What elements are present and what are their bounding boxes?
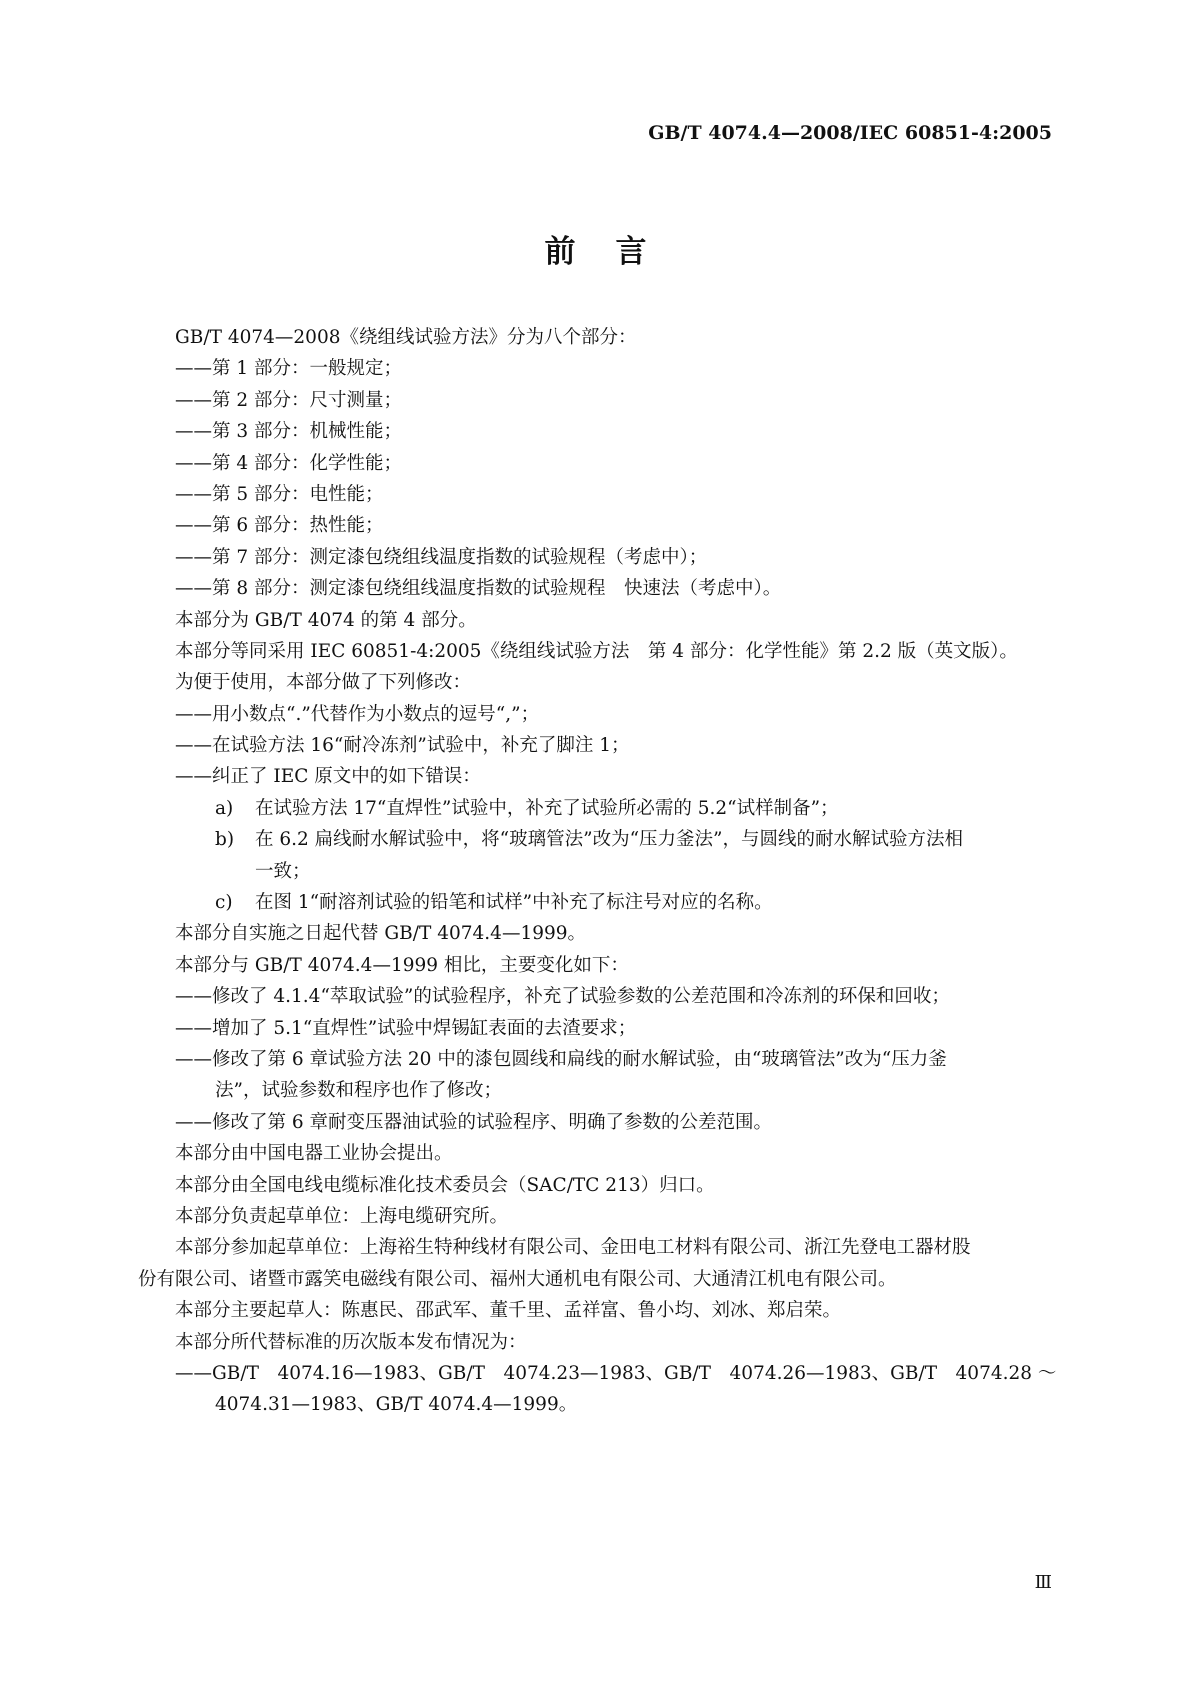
text-line: [138, 699, 1053, 730]
line-text: 本部分参加起草单位：上海裕生特种线材有限公司、金田电工材料有限公司、浙江先登电工器材股: [175, 1237, 971, 1259]
text-line: [138, 1264, 1053, 1295]
list-item-label: b): [215, 829, 235, 851]
line-text: 本部分负责起草单位：上海电缆研究所。: [175, 1205, 509, 1227]
text-line: [138, 981, 1053, 1012]
line-text: 法”，试验参数和程序也作了修改；: [215, 1080, 502, 1102]
foreword-body: [138, 322, 1057, 1421]
text-line: [138, 1295, 1053, 1326]
list-item-label: a): [215, 797, 234, 819]
line-text: 本部分主要起草人：陈惠民、邵武军、董千里、孟祥富、鲁小均、刘冰、郑启荣。: [175, 1300, 842, 1322]
text-line: [138, 1107, 1053, 1138]
text-line: [138, 605, 1053, 636]
text-line: [138, 761, 1053, 792]
text-line: [138, 824, 1053, 855]
text-line: [138, 1327, 1053, 1358]
line-text: ——第 4 部分：化学性能；: [175, 452, 403, 474]
line-text: ——在试验方法 16“耐冷冻剂”试验中，补充了脚注 1；: [175, 735, 630, 757]
line-text: 在 6.2 扁线耐水解试验中，将“玻璃管法”改为“压力釜法”，与圆线的耐水解试验方法相: [255, 829, 964, 851]
text-line: [138, 542, 1053, 573]
text-line: [138, 887, 1053, 918]
text-line: [138, 353, 1053, 384]
line-text: 4074.31—1983、GB/T 4074.4—1999。: [215, 1394, 578, 1416]
line-text: ——GB/T 4074.16—1983、GB/T 4074.23—1983、GB/T 4074.26—1983、GB/T 4074.28 ～: [175, 1362, 1057, 1384]
line-text: 本部分等同采用 IEC 60851-4:2005《绕组线试验方法 第 4 部分：化学性能》第 2.2 版（英文版）。: [175, 640, 1018, 662]
text-line: [138, 1232, 1053, 1263]
text-line: [138, 448, 1053, 479]
line-text: ——第 1 部分：一般规定；: [175, 358, 403, 380]
line-text: ——纠正了 IEC 原文中的如下错误：: [175, 766, 481, 788]
text-line: [138, 1358, 1057, 1389]
line-text: ——第 8 部分：测定漆包绕组线温度指数的试验规程 快速法（考虑中）。: [175, 578, 782, 600]
line-text: ——第 5 部分：电性能；: [175, 483, 384, 505]
text-line: [138, 1044, 1053, 1075]
line-text: ——第 2 部分：尺寸测量；: [175, 389, 403, 411]
text-line: [138, 1389, 1053, 1420]
text-line: [138, 385, 1053, 416]
line-text: ——增加了 5.1“直焊性”试验中焊锡缸表面的去渣要求；: [175, 1017, 637, 1039]
line-text: ——修改了 4.1.4“萃取试验”的试验程序，补充了试验参数的公差范围和冷冻剂的环保和回收；: [175, 986, 950, 1008]
line-text: GB/T 4074—2008《绕组线试验方法》分为八个部分：: [175, 327, 637, 348]
text-line: [138, 1138, 1053, 1169]
line-text: 本部分自实施之日起代替 GB/T 4074.4—1999。: [175, 923, 587, 945]
line-text: 本部分由全国电线电缆标准化技术委员会（SAC/TC 213）归口。: [175, 1174, 715, 1196]
text-line: [138, 730, 1053, 761]
line-text: 本部分与 GB/T 4074.4—1999 相比，主要变化如下：: [175, 954, 629, 976]
line-text: 本部分为 GB/T 4074 的第 4 部分。: [175, 609, 477, 631]
text-line: [138, 322, 1053, 353]
line-text: 本部分由中国电器工业协会提出。: [175, 1143, 453, 1165]
line-text: ——第 3 部分：机械性能；: [175, 421, 403, 443]
text-line: [138, 1075, 1053, 1106]
text-line: [138, 510, 1053, 541]
line-text: 在试验方法 17“直焊性”试验中，补充了试验所必需的 5.2“试样制备”；: [255, 797, 839, 819]
line-text: 为便于使用，本部分做了下列修改：: [175, 672, 472, 694]
text-line: [138, 793, 1053, 824]
text-line: [138, 636, 1053, 667]
text-line: [138, 1170, 1053, 1201]
line-text: ——修改了第 6 章耐变压器油试验的试验程序、明确了参数的公差范围。: [175, 1111, 773, 1133]
line-text: ——第 6 部分：热性能；: [175, 515, 384, 537]
line-text: 在图 1“耐溶剂试验的铅笔和试样”中补充了标注号对应的名称。: [255, 892, 773, 914]
line-text: 份有限公司、诸暨市露笑电磁线有限公司、福州大通机电有限公司、大通清江机电有限公司。: [138, 1268, 897, 1290]
text-line: [138, 950, 1053, 981]
line-text: 一致；: [255, 860, 311, 882]
text-line: [138, 1013, 1053, 1044]
text-line: [138, 479, 1053, 510]
line-text: ——用小数点“.”代替作为小数点的逗号“,”；: [175, 703, 540, 725]
text-line: [138, 667, 1053, 698]
line-text: 本部分所代替标准的历次版本发布情况为：: [175, 1331, 527, 1353]
page-number: Ⅲ: [1034, 1572, 1052, 1593]
line-text: ——第 7 部分：测定漆包绕组线温度指数的试验规程（考虑中）；: [175, 546, 708, 568]
text-line: [138, 856, 1053, 887]
text-line: [138, 918, 1053, 949]
line-text: ——修改了第 6 章试验方法 20 中的漆包圆线和扁线的耐水解试验，由“玻璃管法”改为“压力釜: [175, 1048, 947, 1070]
document-code-header: GB/T 4074.4—2008/IEC 60851-4:2005: [648, 122, 1052, 144]
text-line: [138, 573, 1053, 604]
text-line: [138, 1201, 1053, 1232]
text-line: [138, 416, 1053, 447]
list-item-label: c): [215, 892, 233, 914]
page-title: 前言: [544, 234, 687, 270]
